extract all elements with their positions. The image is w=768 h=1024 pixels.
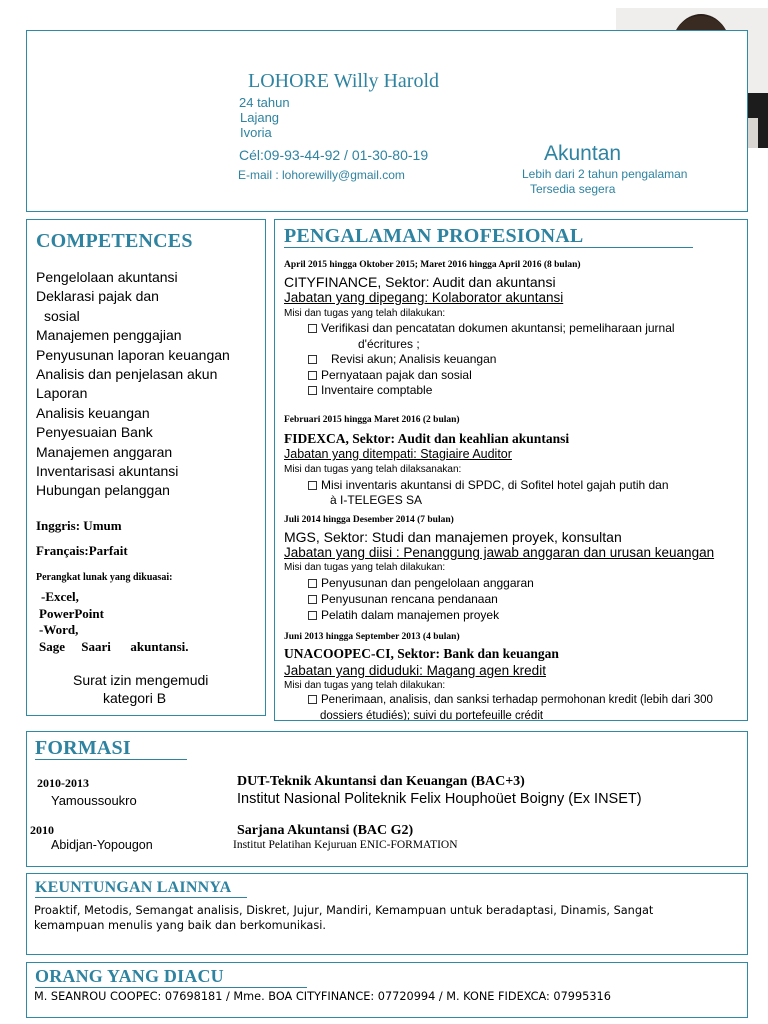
competences-title: COMPETENCES <box>36 230 193 252</box>
job-position: Jabatan yang diisi : Penanggung jawab anggaran dan urusan keuangan <box>284 545 715 560</box>
education-years: 2010-2013 <box>37 776 89 790</box>
experience-summary: Lebih dari 2 tahun pengalaman <box>522 167 688 181</box>
software-list <box>39 589 189 655</box>
job-company: UNACOOPEC-CI, Sektor: Bank dan keuangan <box>284 646 559 661</box>
job-period: April 2015 hingga Oktober 2015; Maret 2016 hingga April 2016 (8 bulan) <box>284 260 581 270</box>
language-french: Français:Parfait <box>36 543 128 558</box>
checkbox-bullet-icon <box>308 371 317 380</box>
job-task: Penyusunan rencana pendanaan <box>308 592 498 606</box>
job-task: Pernyataan pajak dan sosial <box>308 368 472 382</box>
job-task: Inventaire comptable <box>308 383 432 397</box>
job-company: MGS, Sektor: Studi dan manajemen proyek, konsultan <box>284 529 622 545</box>
header-section <box>26 30 748 212</box>
job-tasks-label: Misi dan tugas yang telah dilakukan: <box>284 562 446 573</box>
language-english: Inggris: Umum <box>36 518 122 533</box>
job-tasks-label: Misi dan tugas yang telah dilakukan: <box>284 680 446 691</box>
references-text: M. SEANROU COOPEC: 07698181 / Mme. BOA CITYFINANCE: 07720994 / M. KONE FIDEXCA: 07995316 <box>34 990 611 1003</box>
job-position: Jabatan yang ditempati: Stagiaire Auditor <box>284 447 512 461</box>
software-item: -Word, <box>39 622 79 637</box>
software-item: -Excel, <box>41 589 79 604</box>
experience-title: PENGALAMAN PROFESIONAL <box>284 225 584 247</box>
job-task: dossiers étudiés); suivi du portefeuille crédit <box>320 710 544 721</box>
title-underline <box>35 759 187 760</box>
driving-license-line2: kategori B <box>103 690 167 706</box>
job-company: FIDEXCA, Sektor: Audit dan keahlian akuntansi <box>284 431 570 446</box>
checkbox-bullet-icon <box>308 324 317 333</box>
job-period: Juli 2014 hingga Desember 2014 (7 bulan) <box>284 515 454 525</box>
competence-item: sosial <box>44 307 80 324</box>
competence-item: Manajemen penggajian <box>36 327 182 344</box>
job-position: Jabatan yang diduduki: Magang agen kredit <box>284 663 546 678</box>
job-period: Juni 2013 hingga September 2013 (4 bulan) <box>284 632 460 642</box>
competences-section <box>26 219 266 716</box>
job-task: Penerimaan, analisis, dan sanksi terhadap permohonan kredit (lebih dari 300 <box>308 694 713 706</box>
competence-item: Analisis dan penjelasan akun <box>36 366 218 383</box>
advantages-title: KEUNTUNGAN LAINNYA <box>35 879 232 896</box>
job-task: Penyusunan dan pengelolaan anggaran <box>308 576 534 590</box>
job-tasks-label: Misi dan tugas yang telah dilakukan: <box>284 308 446 319</box>
education-school: Institut Pelatihan Kejuruan ENIC-FORMATION <box>233 839 458 851</box>
experience-section <box>274 219 748 721</box>
availability-text: Tersedia segera <box>530 182 616 196</box>
competence-item: Pengelolaan akuntansi <box>36 269 178 285</box>
job-task: Misi inventaris akuntansi di SPDC, di Sofitel hotel gajah putih dan <box>308 478 669 492</box>
title-underline <box>35 897 247 898</box>
references-section <box>26 962 748 1018</box>
software-item: PowerPoint <box>39 605 104 621</box>
country-text: Ivoria <box>240 125 272 140</box>
competence-item: Manajemen anggaran <box>36 443 173 460</box>
competence-item: Penyesuaian Bank <box>36 424 153 441</box>
advantages-text-line2: kemampuan menulis yang baik dan berkomunikasi. <box>34 919 326 932</box>
checkbox-bullet-icon <box>308 481 317 490</box>
phone-text: Cél:09-93-44-92 / 01-30-80-19 <box>239 147 429 163</box>
checkbox-bullet-icon <box>308 595 317 604</box>
competence-item: Laporan <box>36 385 88 402</box>
checkbox-bullet-icon <box>308 611 317 620</box>
job-task: Verifikasi dan pencatatan dokumen akuntansi; pemeliharaan jurnal <box>308 321 675 335</box>
checkbox-bullet-icon <box>308 579 317 588</box>
job-company: CITYFINANCE, Sektor: Audit dan akuntansi <box>284 274 556 290</box>
job-tasks-label: Misi dan tugas yang telah dilaksanakan: <box>284 464 462 475</box>
checkbox-bullet-icon <box>308 695 317 704</box>
job-title: Akuntan <box>544 142 622 165</box>
education-years: 2010 <box>30 823 54 837</box>
job-task: Pelatih dalam manajemen proyek <box>308 608 499 622</box>
job-task: Revisi akun; Analisis keuangan <box>308 352 496 366</box>
software-item: Sage Saari akuntansi. <box>39 638 189 654</box>
competence-item: Analisis keuangan <box>36 404 150 421</box>
software-title: Perangkat lunak yang dikuasai: <box>36 572 173 583</box>
job-task: à I-TELEGES SA <box>330 493 423 507</box>
title-underline <box>35 987 307 988</box>
driving-license-line1: Surat izin mengemudi <box>73 672 209 688</box>
education-city: Yamoussoukro <box>51 793 137 808</box>
education-city: Abidjan-Yopougon <box>51 838 153 852</box>
advantages-section <box>26 873 748 955</box>
checkbox-bullet-icon <box>308 386 317 395</box>
marital-status-text: Lajang <box>240 110 280 125</box>
age-text: 24 tahun <box>239 95 290 110</box>
education-school: Institut Nasional Politeknik Felix Houphoüet Boigny (Ex INSET) <box>237 791 642 807</box>
formasi-title: FORMASI <box>35 737 131 759</box>
job-position: Jabatan yang dipegang: Kolaborator akuntansi <box>284 290 564 305</box>
references-title: ORANG YANG DIACU <box>35 966 224 986</box>
candidate-name: LOHORE Willy Harold <box>248 70 440 92</box>
title-underline <box>284 247 693 248</box>
competences-list <box>36 268 230 501</box>
competence-item: Inventarisasi akuntansi <box>36 463 179 480</box>
formasi-section <box>26 731 748 867</box>
education-degree: DUT-Teknik Akuntansi dan Keuangan (BAC+3) <box>237 774 525 789</box>
competence-item: Hubungan pelanggan <box>36 482 170 499</box>
checkbox-bullet-icon <box>308 355 317 364</box>
email-text: E-mail : lohorewilly@gmail.com <box>238 168 405 182</box>
advantages-text-line1: Proaktif, Metodis, Semangat analisis, Diskret, Jujur, Mandiri, Kemampuan untuk beradaptasi, Dinamis, Sangat <box>34 904 654 917</box>
competence-item: Deklarasi pajak dan <box>36 288 159 305</box>
job-period: Februari 2015 hingga Maret 2016 (2 bulan) <box>284 415 460 425</box>
job-task: d'écritures ; <box>358 337 420 351</box>
competence-item: Penyusunan laporan keuangan <box>36 346 230 363</box>
education-degree: Sarjana Akuntansi (BAC G2) <box>237 823 414 838</box>
